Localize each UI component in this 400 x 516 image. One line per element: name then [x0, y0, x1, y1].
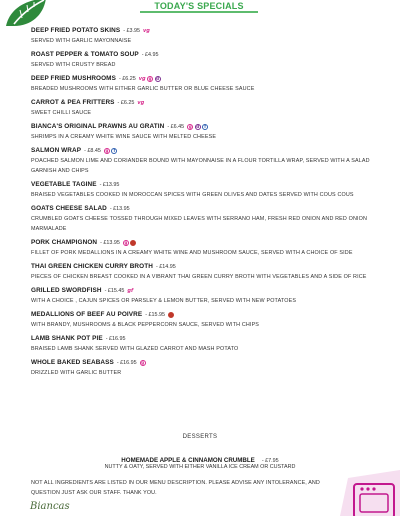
- allergy-note: NOT ALL INGREDIENTS ARE LISTED IN OUR MENU DESCRIPTION. PLEASE ADVISE ANY INTOLERANCE, AND QUESTION JUST ASK OUR STAFF. THANK YOU.: [31, 480, 320, 496]
- menu-item-description: SWEET CHILLI SAUCE: [31, 110, 92, 116]
- nut-icon: [130, 240, 136, 246]
- dietary-icons: [127, 289, 133, 294]
- menu-item-name: BIANCA'S ORIGINAL PRAWNS AU GRATIN: [31, 123, 165, 130]
- menu-item: [31, 50, 371, 70]
- dessert-price: - £7.95: [261, 458, 279, 464]
- menu-item: [31, 262, 371, 282]
- menu-item: [31, 180, 371, 200]
- nut-icon: [168, 312, 174, 318]
- desserts-heading: DESSERTS: [182, 434, 218, 440]
- menu-item-price: - £8.45: [84, 148, 101, 154]
- menu-item-header: [31, 204, 371, 214]
- menu-item-header: [31, 358, 371, 368]
- vegetarian-icon: vg: [142, 27, 150, 34]
- menu-item-header: [31, 26, 371, 36]
- menu-item-price: - £6.45: [167, 124, 185, 130]
- menu-item-header: [31, 238, 371, 248]
- menu-item-price: - £16.95: [116, 360, 137, 366]
- menu-item: [31, 26, 371, 46]
- menu-item-header: [31, 98, 371, 108]
- gf-text-icon: gf: [127, 287, 134, 294]
- menu-item-name: THAI GREEN CHICKEN CURRY BROTH: [31, 263, 153, 270]
- menu-item: [31, 122, 371, 142]
- menu-item-price: - £6.25: [117, 100, 135, 106]
- menu-item-price: - £16.95: [105, 336, 126, 342]
- menu-item-name: GRILLED SWORDFISH: [31, 287, 102, 294]
- menu-item-name: PORK CHAMPIGNON: [31, 239, 98, 246]
- dairy-free-icon: d: [156, 76, 160, 81]
- menu-item-price: - £3.95: [123, 28, 140, 34]
- menu-item-name: LAMB SHANK POT PIE: [31, 335, 103, 342]
- menu-item-price: - £14.95: [155, 264, 176, 270]
- gluten-free-icon: g: [148, 76, 152, 81]
- menu-item-description: WITH BRANDY, MUSHROOMS & BLACK PEPPERCORN SAUCE, SERVED WITH CHIPS: [31, 322, 260, 328]
- biancas-logo: Biancas: [30, 501, 70, 512]
- menu-item-description: DRIZZLED WITH GARLIC BUTTER: [31, 370, 122, 376]
- menu-item-description: BREADED MUSHROOMS WITH EITHER GARLIC BUTTER OR BLUE CHEESE SAUCE: [31, 86, 255, 92]
- menu-item: [31, 74, 371, 94]
- gluten-free-icon: g: [105, 148, 109, 153]
- dietary-icons: [140, 360, 146, 366]
- menu-item-description: WITH A CHOICE , CAJUN SPICES OR PARSLEY & LEMON BUTTER, SERVED WITH NEW POTATOES: [31, 298, 297, 304]
- vegetarian-icon: vg: [137, 99, 145, 106]
- dairy-free-icon: d: [196, 124, 200, 129]
- gluten-free-icon: g: [141, 360, 145, 365]
- menu-item-header: [31, 146, 371, 156]
- menu-item-price: - £13.95: [99, 182, 120, 188]
- dietary-icons: [139, 76, 161, 82]
- menu-item: [31, 98, 371, 118]
- menu-item: [31, 286, 371, 306]
- page-title: TODAY'S SPECIALS: [154, 1, 244, 11]
- menu-item-price: - £4.95: [141, 52, 159, 58]
- menu-item-description: SERVED WITH CRUSTY BREAD: [31, 62, 116, 68]
- menu-item-header: [31, 286, 371, 296]
- menu-item: [31, 334, 371, 354]
- menu-item: [31, 310, 371, 330]
- menu-item-header: [31, 50, 371, 60]
- menu-item-price: - £15.95: [145, 312, 165, 318]
- menu-item-price: - £15.45: [104, 288, 125, 294]
- menu-item-description: POACHED SALMON LIME AND CORIANDER BOUND WITH MAYONNAISE IN A FLOUR TORTILLA WRAP, SERVED WITH A SALAD GARNISH AND CHIPS: [31, 158, 370, 174]
- menu-item-name: DEEP FRIED MUSHROOMS: [31, 75, 116, 82]
- fish-icon: f: [202, 124, 208, 130]
- menu-item-header: [31, 74, 371, 84]
- menu-item: [31, 238, 371, 258]
- menu-item-description: SHRIMPS IN A CREAMY WHITE WINE SAUCE WITH MELTED CHEESE: [31, 134, 217, 140]
- dessert-name: HOMEMADE APPLE & CINNAMON CRUMBLE: [121, 457, 255, 464]
- vegetarian-icon: vg: [138, 75, 146, 82]
- menu-item-name: DEEP FRIED POTATO SKINS: [31, 27, 121, 34]
- menu-item-price: - £6.25: [118, 76, 136, 82]
- dietary-icons: [123, 240, 137, 246]
- menu-item-name: WHOLE BAKED SEABASS: [31, 359, 114, 366]
- menu-item: [31, 204, 371, 234]
- dietary-icons: [168, 312, 174, 318]
- menu-item-header: [31, 262, 371, 272]
- dessert-description: NUTTY & OATY, SERVED WITH EITHER VANILLA ICE CREAM OR CUSTARD: [104, 464, 296, 470]
- menu-item-header: [31, 334, 371, 344]
- menu-item-description: BRAISED LAMB SHANK SERVED WITH GLAZED CARROT AND MASH POTATO: [31, 346, 239, 352]
- fish-icon: f: [111, 148, 117, 154]
- menu-item: [31, 358, 371, 378]
- gluten-free-icon: g: [124, 240, 128, 245]
- menu-item-header: [31, 122, 371, 132]
- oven-decoration-icon: [330, 470, 400, 516]
- menu-item-description: FILLET OF PORK MEDALLIONS IN A CREAMY WHITE WINE AND MUSHROOM SAUCE, SERVED WITH A CHOICE OF SIDE: [31, 250, 353, 256]
- title-underline: [140, 11, 258, 13]
- menu-item-description: BRAISED VEGETABLES COOKED IN MOROCCAN SPICES WITH GREEN OLIVES AND DATES SERVED WITH COUS COUS: [31, 192, 354, 198]
- dietary-icons: [137, 101, 144, 106]
- menu-item-name: GOATS CHEESE SALAD: [31, 205, 107, 212]
- leaf-logo-icon: [0, 0, 64, 26]
- menu-item-description: PIECES OF CHICKEN BREAST COOKED IN A VIBRANT THAI GREEN CURRY BROTH WITH VEGETABLES AND A SIDE OF RICE: [31, 274, 367, 280]
- menu-item-name: SALMON WRAP: [31, 147, 82, 154]
- menu-item-price: - £13.95: [100, 240, 120, 246]
- menu-item-description: SERVED WITH GARLIC MAYONNAISE: [31, 38, 132, 44]
- menu-item-name: ROAST PEPPER & TOMATO SOUP: [31, 51, 139, 58]
- dietary-icons: [143, 29, 150, 34]
- dietary-icons: [104, 148, 118, 154]
- menu-item-price: - £13.95: [109, 206, 130, 212]
- specials-menu: [31, 26, 371, 382]
- gluten-free-icon: g: [188, 124, 192, 129]
- menu-item-header: [31, 180, 371, 190]
- specials-banner: [134, 0, 264, 12]
- menu-item-description: CRUMBLED GOATS CHEESE TOSSED THROUGH MIXED LEAVES WITH SERRANO HAM, FRESH RED ONION AND RED ONION MARMALADE: [31, 216, 368, 232]
- menu-item: [31, 146, 371, 176]
- menu-item-name: CARROT & PEA FRITTERS: [31, 99, 115, 106]
- dietary-icons: [187, 124, 208, 130]
- menu-item-header: [31, 310, 371, 320]
- menu-item-name: VEGETABLE TAGINE: [31, 181, 97, 188]
- menu-item-name: MEDALLIONS OF BEEF AU POIVRE: [31, 311, 143, 318]
